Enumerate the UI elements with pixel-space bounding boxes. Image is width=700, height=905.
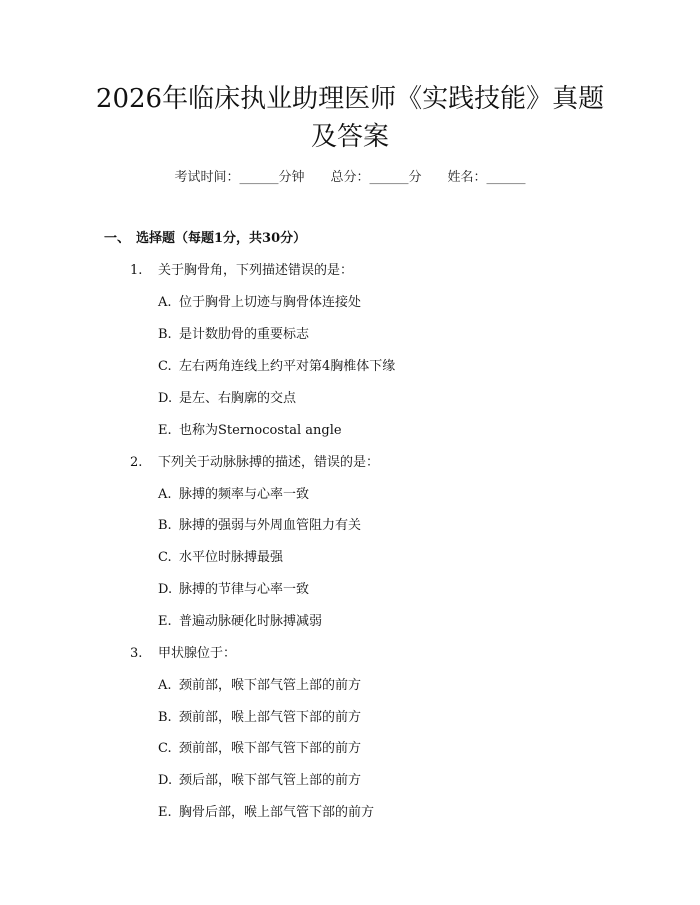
option-text: 普遍动脉硬化时脉搏减弱 (179, 614, 323, 629)
name-blank: ______ (486, 170, 526, 185)
option-letter: A. (158, 678, 172, 693)
exam-time-blank: ______ (239, 170, 279, 185)
option-letter: B. (158, 710, 172, 725)
question-number: 3. (130, 646, 143, 661)
total-score-blank: ______ (369, 170, 409, 185)
option-text: 脉搏的节律与心率一致 (179, 582, 310, 597)
question-number: 1. (130, 263, 143, 278)
option-letter: C. (158, 741, 172, 756)
question-1-option-c (158, 357, 395, 377)
option-letter: B. (158, 518, 172, 533)
question-text: 甲状腺位于： (158, 646, 237, 661)
question-3 (130, 644, 236, 664)
question-2-option-e (158, 612, 322, 632)
exam-meta-line (0, 168, 700, 188)
question-text: 下列关于动脉脉搏的描述，错误的是： (158, 455, 380, 470)
option-text: 脉搏的频率与心率一致 (179, 487, 310, 502)
option-text: 脉搏的强弱与外周血管阻力有关 (179, 518, 362, 533)
option-letter: E. (158, 614, 172, 629)
option-text: 水平位时脉搏最强 (179, 550, 284, 565)
option-text: 颈前部，喉下部气管下部的前方 (179, 741, 362, 756)
question-3-option-a (158, 676, 361, 696)
section-number: 一、 (104, 231, 131, 246)
question-2-option-b (158, 516, 361, 536)
option-text: 颈前部，喉下部气管上部的前方 (179, 678, 362, 693)
option-letter: E. (158, 423, 172, 438)
question-number: 2. (130, 455, 143, 470)
question-3-option-d (158, 771, 361, 791)
question-3-option-e (158, 803, 374, 823)
option-text: 是计数肋骨的重要标志 (179, 327, 310, 342)
document-title-line-1: 2026年临床执业助理医师《实践技能》真题 (95, 84, 605, 114)
option-letter: E. (158, 805, 172, 820)
exam-time-label: 考试时间： (174, 170, 240, 185)
question-2-option-a (158, 485, 309, 505)
option-letter: C. (158, 550, 172, 565)
question-1-option-e (158, 421, 342, 441)
option-text: 是左、右胸廓的交点 (179, 391, 297, 406)
option-text: 也称为Sternocostal angle (179, 423, 342, 438)
question-2-option-c (158, 548, 283, 568)
question-3-option-c (158, 739, 361, 759)
option-text: 颈前部，喉上部气管下部的前方 (179, 710, 362, 725)
section-heading (104, 229, 306, 249)
question-3-option-b (158, 708, 361, 728)
question-text: 关于胸骨角，下列描述错误的是： (158, 263, 354, 278)
option-letter: D. (158, 773, 173, 788)
option-letter: A. (158, 487, 172, 502)
section-title: 选择题（每题1分，共30分） (136, 231, 307, 246)
option-letter: B. (158, 327, 172, 342)
question-1-option-a (158, 293, 361, 313)
exam-time-unit: 分钟 (278, 170, 305, 185)
option-letter: A. (158, 295, 172, 310)
document-title-line-2: 及答案 (310, 122, 389, 152)
total-score-unit: 分 (408, 170, 422, 185)
option-text: 左右两角连线上约平对第4胸椎体下缘 (179, 359, 396, 374)
question-2-option-d (158, 580, 309, 600)
question-1-option-d (158, 389, 296, 409)
option-letter: C. (158, 359, 172, 374)
question-2 (130, 453, 379, 473)
option-text: 位于胸骨上切迹与胸骨体连接处 (179, 295, 362, 310)
question-1-option-b (158, 325, 309, 345)
name-label: 姓名： (447, 170, 487, 185)
option-letter: D. (158, 582, 173, 597)
option-text: 颈后部，喉下部气管上部的前方 (179, 773, 362, 788)
question-1 (130, 261, 353, 281)
option-letter: D. (158, 391, 173, 406)
option-text: 胸骨后部，喉上部气管下部的前方 (179, 805, 375, 820)
total-score-label: 总分： (330, 170, 370, 185)
